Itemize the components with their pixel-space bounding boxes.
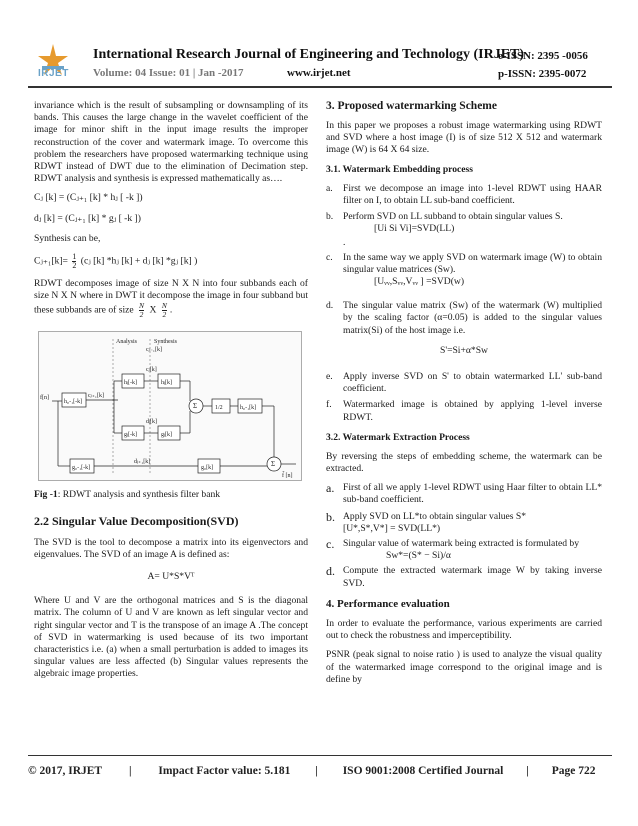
- list-item: [326, 482, 602, 506]
- fraction-den: 2: [162, 310, 167, 320]
- journal-title: International Research Journal of Engineering and Technology (IRJET): [93, 47, 525, 62]
- section-heading: 3. Proposed watermarking Scheme: [326, 100, 497, 112]
- filter-box-label: gⱼ[k]: [161, 432, 173, 439]
- input-signal-label: f[n]: [40, 395, 49, 402]
- equation-svd-ll-star: [U*,S*,V*] = SVD(LL*): [343, 522, 441, 534]
- list-text: Apply inverse SVD on S' to obtain watermarked LL' sub-band coefficient.: [343, 371, 602, 395]
- paragraph: The SVD is the tool to decompose a matrix into its eigenvectors and eigenvalues. The SVD of an image A is defined as:: [34, 536, 308, 560]
- rdwt-filter-bank-figure: [38, 331, 302, 481]
- times-x: X: [149, 305, 157, 317]
- filter-box-label: 1/2: [215, 405, 223, 412]
- list-marker: c.: [326, 537, 335, 552]
- filter-box-label: hⱼ[-k]: [124, 380, 138, 387]
- subsection-heading: 3.2. Watermark Extraction Process: [326, 431, 470, 443]
- filter-box-label: h₀-₁[-k]: [64, 399, 83, 406]
- list-marker: a.: [326, 481, 335, 496]
- list-item: [326, 565, 602, 589]
- list-text: First of all we apply 1-level RDWT using Haar filter to obtain LL* sub-band coefficient.: [343, 482, 602, 506]
- page-number: Page 722: [551, 765, 596, 777]
- list-item: [326, 538, 602, 550]
- list-marker: b.: [326, 509, 335, 524]
- section-heading: 4. Performance evaluation: [326, 597, 450, 610]
- eq-lhs: Cⱼ₊₁[k]=: [34, 255, 68, 267]
- list-text: Perform SVD on LL subband to obtain singular values S.: [343, 211, 563, 223]
- paragraph: invariance which is the result of subsampling or downsampling of its bands. This causes the large change in the wavelet coefficient of the image for minor shift in the input image results the improper reconstruction of the cover and watermark image. To overcome this problem the researchers have proposed watermarking technique using RDWT instead of DWT due to the elimination of Decimation step. RDWT analysis and synthesis is expressed mathematically as….: [34, 100, 308, 185]
- signal-label: cⱼ₊₁[k]: [88, 393, 104, 400]
- footer-rule: [28, 755, 612, 756]
- signal-label: cⱼ[k]: [146, 367, 157, 374]
- list-marker: b.: [326, 211, 334, 223]
- list-text: The singular value matrix (Sw) of the watermark (W) multiplied by the scaling factor (α=0.05) is added to the singular values matrix(Si) of the host image i.e.: [343, 300, 602, 336]
- section-heading: 2.2 Singular Value Decomposition(SVD): [34, 513, 239, 528]
- signal-label: dⱼ₊₁[k]: [134, 459, 151, 466]
- equation-embed: S'=Si+α*Sw: [440, 344, 488, 356]
- copyright: © 2017, IRJET: [28, 765, 103, 777]
- paragraph: In order to evaluate the performance, various experiments are carried out to check the robustness and imperceptibility.: [326, 617, 602, 642]
- equation-svd-w: [Uᵥᵥ,Sᵥᵥ,Vᵥᵥ ] =SVD(w): [374, 276, 465, 288]
- equation-svd: A= U*S*Vᵀ: [147, 571, 195, 583]
- equation-analysis-d: dⱼ [k] = (Cⱼ₊₁ [k] * gⱼ [ -k ]): [34, 212, 141, 224]
- paragraph: PSNR (peak signal to noise ratio ) is used to analyze the visual quality of the watermarked image correspond to the original image and is define by: [326, 649, 602, 685]
- filter-box-label: g₀-₁[-k]: [72, 465, 91, 472]
- list-text: First we decompose an image into 1-level RDWT using HAAR filter on I, to obtain LL sub-band coefficient.: [343, 182, 602, 206]
- iso-certification: ISO 9001:2008 Certified Journal: [342, 765, 504, 777]
- left-column: [34, 100, 308, 688]
- journal-website[interactable]: www.irjet.net: [287, 67, 351, 79]
- fraction: [139, 302, 144, 319]
- e-issn: e-ISSN: 2395 -0056: [498, 50, 588, 62]
- footer-separator: |: [526, 765, 529, 777]
- signal-label: cⱼ₋₁[k]: [146, 347, 162, 354]
- list-item: [326, 183, 602, 207]
- list-item: [326, 371, 602, 395]
- paragraph: [34, 278, 308, 319]
- page-header: [0, 0, 638, 88]
- impact-factor: Impact Factor value: 5.181: [158, 765, 291, 777]
- paragraph-text: RDWT decomposes image of size N X N into four subbands each of size N X N where in DWT it decompose the image in four subband but these subbands are of size: [34, 278, 308, 317]
- filter-box-label: h₀-₁[k]: [240, 405, 257, 412]
- list-marker: d.: [326, 564, 335, 579]
- list-marker: d.: [326, 300, 334, 312]
- filter-box-label: gⱼ[-k]: [124, 432, 138, 439]
- fraction: [162, 302, 167, 319]
- logo-text: IRJET: [38, 68, 69, 79]
- list-item: [326, 300, 602, 337]
- output-signal-label: f̃ [n]: [282, 473, 293, 480]
- caption-text: : RDWT analysis and synthesis filter bank: [57, 489, 221, 501]
- filter-box-label: hⱼ[k]: [161, 380, 173, 387]
- fraction-num: N: [139, 301, 145, 311]
- right-column: [326, 100, 602, 693]
- list-item: [326, 399, 602, 423]
- fraction-den: 2: [72, 261, 77, 271]
- fraction-num: 1: [72, 252, 77, 262]
- synthesis-label: Synthesis can be,: [34, 232, 101, 244]
- list-text: Watermarked image is obtained by applying 1-level inverse RDWT.: [343, 399, 602, 423]
- list-item: [326, 252, 602, 276]
- list-text: In the same way we apply SVD on watermark image (W) to obtain singular value matrices (Sw).: [343, 251, 602, 275]
- filter-box-label: g₀[k]: [201, 465, 214, 472]
- paragraph: In this paper we proposes a robust image watermarking using RDWT and SVD where a host image (I) is of size 512 X 512 and watermark image (W) is 64 X 64 size.: [326, 120, 602, 156]
- equation-synthesis: [34, 253, 308, 270]
- period: .: [169, 305, 173, 317]
- fraction-den: 2: [139, 310, 144, 320]
- fraction-num: N: [161, 301, 167, 311]
- sum-symbol: Σ: [271, 460, 276, 469]
- paragraph: By reversing the steps of embedding scheme, the watermark can be extracted.: [326, 450, 602, 475]
- list-marker: e.: [326, 371, 333, 383]
- page-footer: [28, 765, 612, 777]
- list-text: Singular value of watermark being extracted is formulated by: [343, 538, 580, 550]
- analysis-label: Analysis: [116, 339, 137, 346]
- list-text: Compute the extracted watermark image W by taking inverse SVD.: [343, 565, 602, 589]
- paragraph: Where U and V are the orthogonal matrices and S is the diagonal matrix. The column of U and V are known as left singular vector and right singular vector and T is the transpose of an image A .The concept of SVD in watermarking is used because of its two important characteristics i.e. (a) when a small perturbation is added to images its singular values are less affected (b) Singular values represents the algebraic image properties.: [34, 595, 308, 680]
- list-item: [326, 211, 602, 223]
- list-marker: c.: [326, 251, 333, 263]
- figure-caption: [34, 489, 308, 501]
- header-rule: [28, 86, 612, 88]
- subsection-heading: 3.1. Watermark Embedding process: [326, 163, 474, 175]
- synthesis-fig-label: Synthesis: [154, 339, 178, 346]
- footer-separator: |: [128, 765, 132, 777]
- filter-bank-diagram: [38, 331, 302, 481]
- signal-label: dⱼ[k]: [146, 419, 158, 426]
- p-issn: p-ISSN: 2395-0072: [498, 68, 587, 80]
- equation-extract: Sw*=(S* − Si)/α: [386, 550, 451, 562]
- dot: .: [343, 237, 346, 249]
- list-item: [326, 511, 602, 523]
- fraction: [72, 253, 76, 270]
- caption-label: Fig -1: [34, 489, 58, 501]
- list-marker: f.: [326, 399, 332, 411]
- list-text: Apply SVD on LL*to obtain singular values S*: [343, 510, 527, 522]
- list-marker: a.: [326, 182, 333, 194]
- sum-symbol: Σ: [193, 402, 198, 411]
- eq-rhs: (cⱼ [k] *hⱼ [k] + dⱼ [k] *gⱼ [k] ): [80, 255, 198, 267]
- equation-analysis-c: Cⱼ [k] = (Cⱼ₊₁ [k] * hⱼ [ -k ]): [34, 192, 143, 204]
- footer-separator: |: [315, 765, 318, 777]
- equation-svd-ll: [Ui Si Vi]=SVD(LL): [374, 223, 455, 235]
- volume-info: Volume: 04 Issue: 01 | Jan -2017: [93, 67, 244, 79]
